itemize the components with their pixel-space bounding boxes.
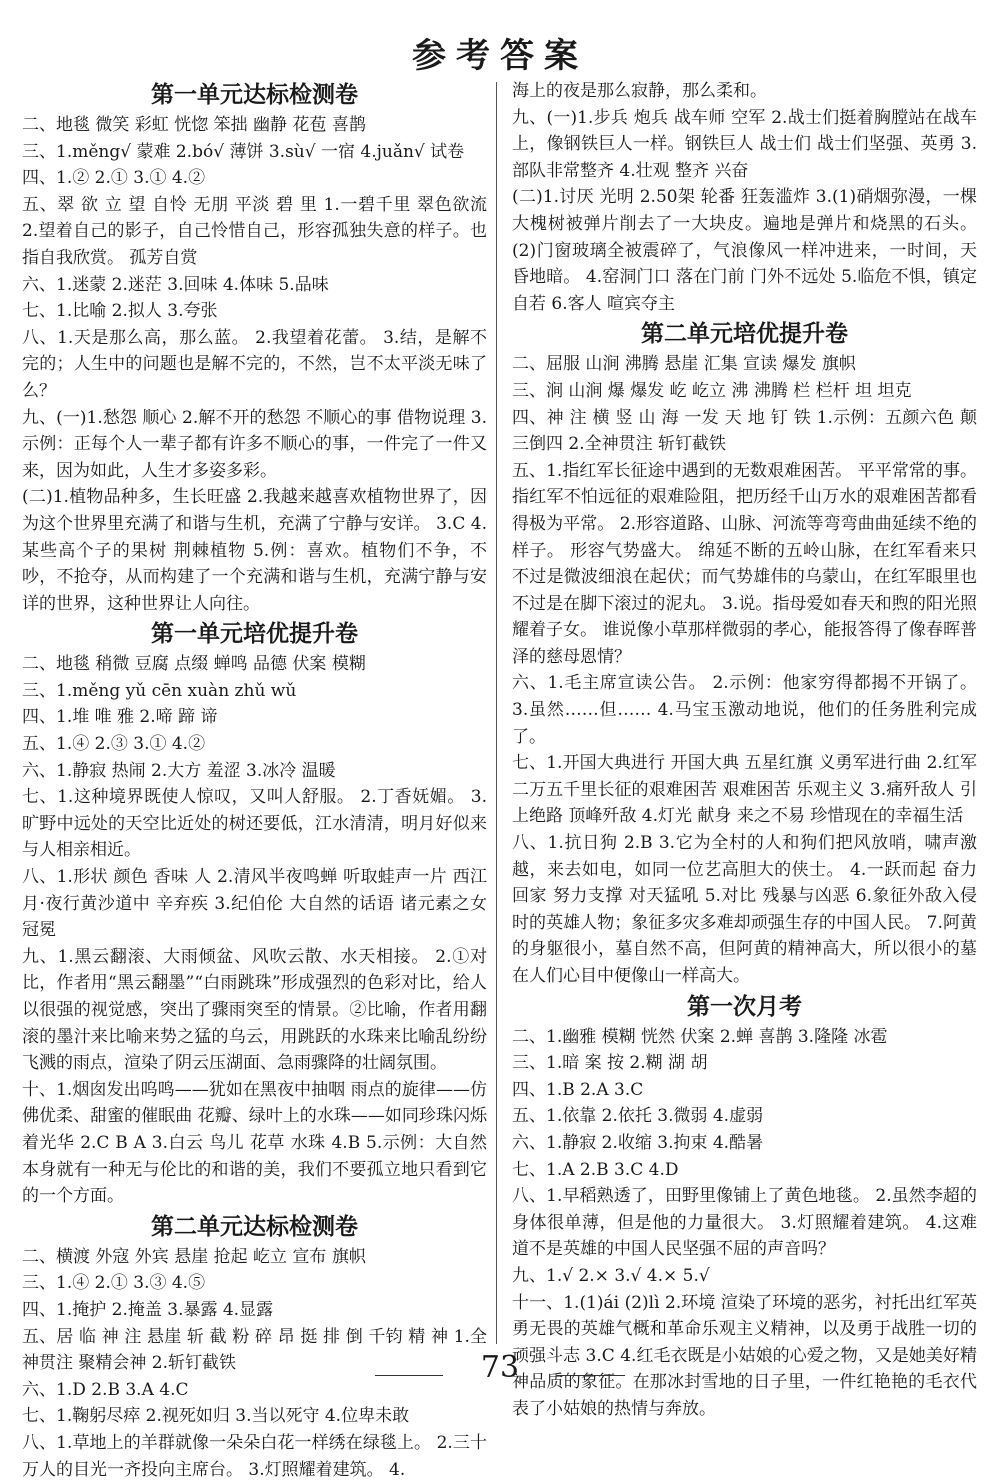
answer-line: 七、1.A 2.B 3.C 4.D bbox=[512, 1159, 679, 1180]
answer-line: 三、1.④ 2.① 3.③ 4.⑤ bbox=[22, 1273, 206, 1294]
section-heading: 第一单元培优提升卷 bbox=[151, 621, 358, 648]
page-title: 参考答案 bbox=[412, 36, 588, 76]
answer-line: 二、地毯 微笑 彩虹 恍惚 笨拙 幽静 花苞 喜鹊 bbox=[22, 115, 366, 135]
answer-line: 九、(一)1.步兵 炮兵 战车师 空军 2.战士们挺着胸膛站在战车上，像钢铁巨人一样。钢铁巨人 战士们 战士们坚强、英勇 3.部队非常整齐 4.壮观 整齐 兴奋 bbox=[512, 107, 977, 181]
answer-line: 八、1.草地上的羊群就像一朵朵白花一样绣在绿毯上。 2.三十万人的目光一齐投向主席台。 3.灯照耀着建筑。 4. bbox=[22, 1432, 487, 1480]
answer-line: 三、1.měng√ 蒙难 2.bó√ 薄饼 3.sù√ 一宿 4.juǎn√ 试卷 bbox=[22, 141, 465, 162]
answer-line: 七、1.比喻 2.拟人 3.夸张 bbox=[22, 301, 218, 322]
answer-line: 十一、1.(1)ái (2)lì 2.环境 渲染了环境的恶劣，衬托出红军英勇无畏的英雄气概和革命乐观主义精神，以及勇于战胜一切的顽强斗志 3.C 4.红毛衣既是小姑娘的心爱之物，又是她美好精神品质的象征。在那冰封雪地的日子里，一件红艳艳的毛衣代表了小姑娘的热情与奔放。 bbox=[512, 1292, 977, 1419]
answer-line: 四、1.B 2.A 3.C bbox=[512, 1079, 644, 1100]
answer-line: 九、(一)1.愁怨 顺心 2.解不开的愁怨 不顺心的事 借物说理 3.示例：正每个人一辈子都有许多不顺心的事，一件完了一件又来，因为如此，人生才多姿多彩。 bbox=[22, 407, 487, 481]
answer-line: (二)1.讨厌 光明 2.50架 轮番 狂轰滥炸 3.(1)硝烟弥漫，一棵大槐树被弹片削去了一大块皮。遍地是弹片和烧黑的石头。 (2)门窗玻璃全被震碎了，气浪像风一样冲进来，一时间，天昏地暗。 4.窑洞门口 落在门前 门外不远处 5.临危不惧，镇定自若 6.客人 喧宾夺主 bbox=[512, 187, 977, 314]
answer-line: 八、1.抗日狗 2.B 3.它为全村的人和狗们把风放哨，啸声激越，来去如电，如同一位艺高胆大的侠士。 4.一跃而起 奋力回家 努力支撑 对天猛吼 5.对比 残暴与凶恶 6.象征外敌入侵时的英雄人物；象征多灾多难却顽强生存的中国人民。 7.阿黄的身躯很小，墓自然不高，但阿黄的精神高大，所以很小的墓在人们心目中便像山一样高大。 bbox=[512, 833, 977, 986]
answer-line: 三、涧 山涧 爆 爆发 屹 屹立 沸 沸腾 栏 栏杆 坦 坦克 bbox=[512, 380, 912, 401]
answer-line: 十、1.烟囱发出呜鸣——犹如在黑夜中抽咽 雨点的旋律——仿佛优柔、甜蜜的催眠曲 花瓣、绿叶上的水珠——如同珍珠闪烁着光华 2.C B A 3.白云 鸟儿 花草 水珠 4.B 5.示例：大自然本身就有一种无与伦比的和谐的美，我们不要孤立地只看到它的一个方面。 bbox=[22, 1079, 487, 1207]
answer-line: 九、1.√ 2.× 3.√ 4.× 5.√ bbox=[512, 1265, 710, 1286]
answer-line: 六、1.静寂 热闹 2.大方 羞涩 3.冰冷 温暖 bbox=[22, 760, 336, 781]
answer-line: 二、横渡 外寇 外宾 悬崖 抢起 屹立 宣布 旗帜 bbox=[22, 1246, 366, 1267]
answer-line: 六、1.静寂 2.收缩 3.拘束 4.酷暑 bbox=[512, 1132, 764, 1153]
section-heading: 第二单元达标检测卷 bbox=[151, 1213, 358, 1240]
answer-line: 二、1.幽雅 模糊 恍然 伏案 2.蝉 喜鹊 3.隆隆 冰雹 bbox=[512, 1026, 888, 1047]
answer-line: 二、地毯 稍微 豆腐 点缀 蝉鸣 品德 伏案 模糊 bbox=[22, 654, 366, 675]
answer-line: 七、1.开国大典进行 开国大典 五星红旗 义勇军进行曲 2.红军二万五千里长征的艰难困苦 艰难困苦 乐观主义 3.痛歼敌人 引上绝路 顶峰歼敌 4.灯光 献身 来之不易 珍惜现在的幸福生活 bbox=[512, 753, 977, 827]
answer-line: 五、1.依靠 2.依托 3.微弱 4.虚弱 bbox=[512, 1106, 764, 1127]
answer-line: 八、1.早稻熟透了，田野里像铺上了黄色地毯。 2.虽然李超的身体很单薄，但是他的力量很大。 3.灯照耀着建筑。 4.这难道不是英雄的中国人民坚强不屈的声音吗？ bbox=[512, 1186, 977, 1260]
answer-line: 四、神 注 横 竖 山 海 一发 天 地 钉 铁 1.示例：五颜六色 颠三倒四 2.全神贯注 斩钉截铁 bbox=[512, 407, 977, 455]
answer-line: 五、居 临 神 注 悬崖 斩 截 粉 碎 昂 挺 排 倒 千钧 精 神 1.全神贯注 聚精会神 2.斩钉截铁 bbox=[22, 1326, 487, 1374]
right-column bbox=[512, 78, 977, 1423]
answer-line: 五、1.④ 2.③ 3.① 4.② bbox=[22, 734, 206, 755]
section-heading: 第二单元培优提升卷 bbox=[641, 321, 848, 348]
answer-line: 三、1.měng yǔ cēn xuàn zhǔ wǔ bbox=[22, 680, 297, 701]
section-heading: 第一次月考 bbox=[687, 993, 802, 1020]
answer-line: 六、1.D 2.B 3.A 4.C bbox=[22, 1379, 189, 1400]
answer-line: 六、1.迷蒙 2.迷茫 3.回味 4.体味 5.品味 bbox=[22, 274, 329, 295]
answer-line: 四、1.② 2.① 3.① 4.② bbox=[22, 168, 206, 189]
section-heading: 第一单元达标检测卷 bbox=[151, 82, 358, 108]
answer-line: 五、1.指红军长征途中遇到的无数艰难困苦。 平平常常的事。指红军不怕远征的艰难险阻，把历经千山万水的艰难困苦都看得极为平常。 2.形容道路、山脉、河流等弯弯曲曲延续不绝的样子。 形容气势盛大。 绵延不断的五岭山脉，在红军看来只不过是微波细浪在起伏；而气势雄伟的乌蒙山，在红军眼里也不过是在脚下滚过的泥丸。 3.说。指母爱如春天和煦的阳光照耀着子女。 谁说像小草那样微弱的孝心，能报答得了像春晖普泽的慈母恩情？ bbox=[512, 460, 977, 667]
left-column bbox=[22, 78, 487, 1483]
answer-line: 四、1.堆 唯 雅 2.啼 蹄 谛 bbox=[22, 707, 218, 728]
answer-line: 三、1.暗 案 按 2.糊 湖 胡 bbox=[512, 1053, 708, 1074]
footer-rule-right bbox=[557, 1375, 625, 1376]
page-number: 73 bbox=[480, 1350, 520, 1385]
answer-line: 五、翠 欲 立 望 自怜 无朋 平淡 碧 里 1.一碧千里 翠色欲流 2.望着自己的影子，自己怜惜自己，形容孤独失意的样子。也指自我欣赏。 孤芳自赏 bbox=[22, 194, 487, 268]
answer-line: 七、1.鞠躬尽瘁 2.视死如归 3.当以死守 4.位卑未敢 bbox=[22, 1406, 410, 1427]
answer-line: 二、屈服 山涧 沸腾 悬崖 汇集 宣读 爆发 旗帜 bbox=[512, 354, 856, 375]
answer-line: 四、1.掩护 2.掩盖 3.暴露 4.显露 bbox=[22, 1299, 274, 1320]
answer-line: 九、1.黑云翻滚、大雨倾盆、风吹云散、水天相接。 2.①对比，作者用“黑云翻墨”“白雨跳珠”形成强烈的色彩对比，给人以很强的视觉感，突出了骤雨突至的情景。②比喻，作者用翻滚的墨汁来比喻来势之猛的乌云，用跳跃的水珠来比喻乱纷纷飞溅的雨点，渲染了阴云压湖面、急雨骤降的壮阔氛围。 bbox=[22, 946, 487, 1074]
answer-line: 六、1.毛主席宣读公告。 2.示例：他家穷得都揭不开锅了。 3.虽然……但…… 4.马宝玉激动地说，他们的任务胜利完成了。 bbox=[512, 673, 977, 747]
answer-line: 八、1.天是那么高，那么蓝。 2.我望着花蕾。 3.结，是解不完的；人生中的问题也是解不完的，不然，岂不太平淡无味了么？ bbox=[22, 327, 487, 401]
answer-line: (二)1.植物品种多，生长旺盛 2.我越来越喜欢植物世界了，因为这个世界里充满了和谐与生机，充满了宁静与安详。 3.C 4.某些高个子的果树 荆棘植物 5.例：喜欢。植物们不争，不吵，不抢夺，从而构建了一个充满和谐与生机，充满宁静与安详的世界，这种世界让人向往。 bbox=[22, 487, 487, 614]
answer-line: 海上的夜是那么寂静，那么柔和。 bbox=[512, 81, 767, 101]
column-divider bbox=[496, 82, 497, 1344]
answer-line: 七、1.这种境界既使人惊叹，又叫人舒服。 2.丁香妩媚。 3.旷野中远处的天空比近处的树还要低，江水清清，明月好似来与人相亲相近。 bbox=[22, 787, 487, 861]
answer-line: 八、1.形状 颜色 香味 人 2.清风半夜鸣蝉 听取蛙声一片 西江月·夜行黄沙道中 辛弃疾 3.纪伯伦 大自然的话语 诸元素之女 冠冕 bbox=[22, 867, 487, 941]
